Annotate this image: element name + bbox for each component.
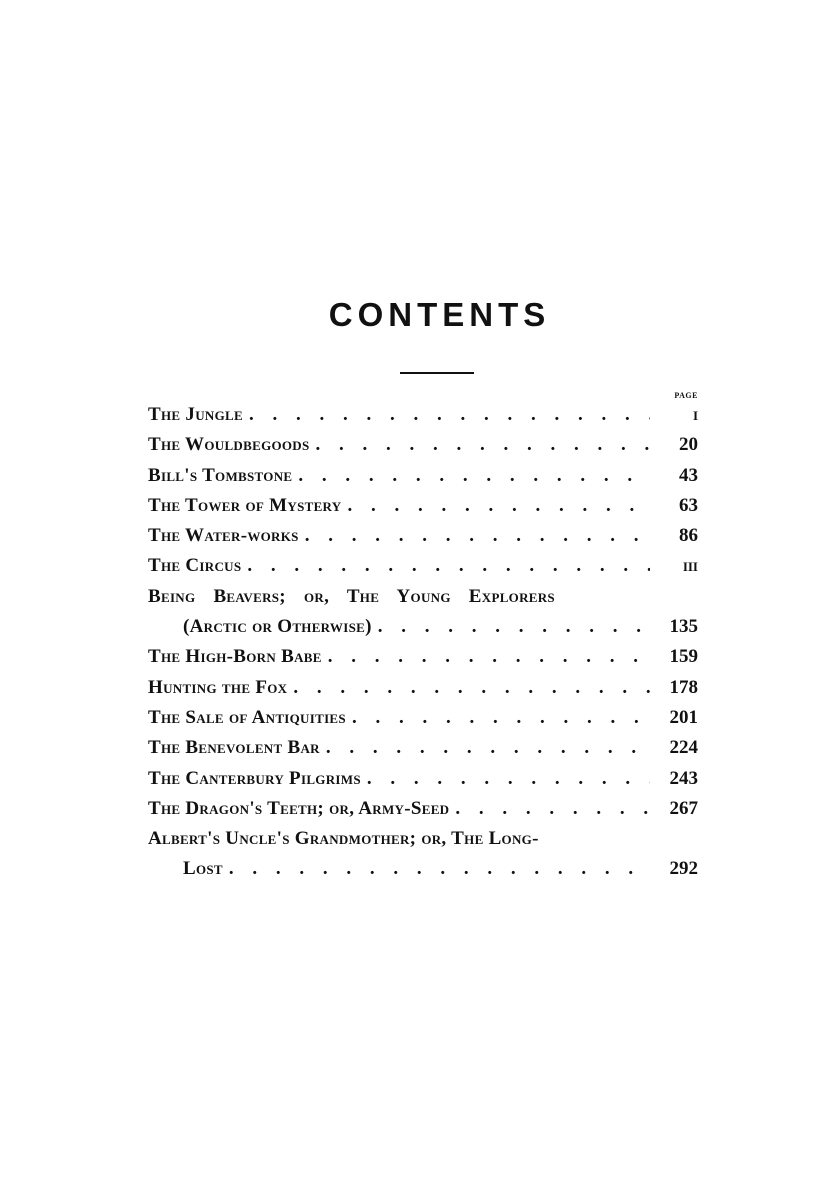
toc-entry-canterbury-pilgrims[interactable] xyxy=(148,764,698,794)
dot-leader xyxy=(299,521,650,551)
toc-entry-title: The Canterbury Pilgrims xyxy=(148,767,361,789)
toc-entry-title-continued: (Arctic or Otherwise) xyxy=(183,616,372,638)
toc-entry-sale-of-antiquities[interactable] xyxy=(148,703,698,733)
toc-entry-page: 20 xyxy=(679,434,698,456)
toc-entry-title: The Wouldbegoods xyxy=(148,434,310,456)
toc-entry-page: 43 xyxy=(679,464,698,486)
dot-leader xyxy=(287,673,650,703)
dot-leader xyxy=(322,642,650,672)
toc-entry-page: 201 xyxy=(669,706,698,728)
dot-leader xyxy=(241,551,650,581)
dot-leader xyxy=(372,612,650,642)
toc-entry-page: 243 xyxy=(669,767,698,789)
toc-entry-circus[interactable] xyxy=(148,551,698,581)
page-column-label: PAGE xyxy=(674,391,698,400)
toc-entry-title-continued: Lost xyxy=(183,858,223,880)
toc-entry-title: Hunting the Fox xyxy=(148,676,288,698)
dot-leader xyxy=(223,854,650,884)
dot-leader xyxy=(292,461,650,491)
toc-entry-page: 86 xyxy=(679,525,698,547)
toc-entry-page: 267 xyxy=(669,797,698,819)
toc-entry-title: The Dragon's Teeth; or, Army-Seed xyxy=(148,797,450,819)
dot-leader xyxy=(341,491,650,521)
toc-entry-title: The High-Born Babe xyxy=(148,646,322,668)
title-rule xyxy=(400,372,474,374)
toc-entry-page: 159 xyxy=(669,646,698,668)
toc-entry-title: Albert's Uncle's Grandmother; or, The Long- xyxy=(148,828,539,850)
toc-entry-wouldbegoods[interactable] xyxy=(148,430,698,460)
toc-entry-title: The Circus xyxy=(148,555,242,577)
toc-entry-title: The Water-works xyxy=(148,525,299,547)
toc-entry-title: The Tower of Mystery xyxy=(148,494,342,516)
dot-leader xyxy=(449,794,650,824)
toc-entry-page: 224 xyxy=(669,737,698,759)
toc-entry-hunting-the-fox[interactable] xyxy=(148,673,698,703)
toc-entry-tower-of-mystery[interactable] xyxy=(148,491,698,521)
toc-entry-page: 178 xyxy=(669,676,698,698)
toc-entry-title: Being Beavers; or, The Young Explorers xyxy=(148,585,555,607)
toc-entry-jungle[interactable] xyxy=(148,400,698,430)
toc-entry-high-born-babe[interactable] xyxy=(148,642,698,672)
page-title: CONTENTS xyxy=(328,296,551,333)
toc-entry-title: The Benevolent Bar xyxy=(148,737,320,759)
dot-leader xyxy=(346,703,650,733)
toc-entry-being-beavers[interactable] xyxy=(148,582,698,643)
toc-list xyxy=(148,400,698,885)
toc-entry-water-works[interactable] xyxy=(148,521,698,551)
dot-leader xyxy=(310,430,650,460)
toc-entry-dragons-teeth[interactable] xyxy=(148,794,698,824)
toc-entry-bills-tombstone[interactable] xyxy=(148,461,698,491)
dot-leader xyxy=(243,400,650,430)
toc-entry-alberts-uncles-grandmother[interactable] xyxy=(148,824,698,885)
toc-entry-page: 135 xyxy=(669,616,698,638)
dot-leader xyxy=(361,764,650,794)
dot-leader xyxy=(320,733,650,763)
toc-entry-title: The Jungle xyxy=(148,404,243,425)
toc-entry-title: Bill's Tombstone xyxy=(148,464,293,486)
toc-entry-page: iii xyxy=(682,555,698,577)
toc-entry-page: 292 xyxy=(669,858,698,880)
toc-entry-benevolent-bar[interactable] xyxy=(148,733,698,763)
toc-entry-title: The Sale of Antiquities xyxy=(148,706,346,728)
toc-entry-page: i xyxy=(692,404,698,425)
toc-entry-page: 63 xyxy=(679,494,698,516)
